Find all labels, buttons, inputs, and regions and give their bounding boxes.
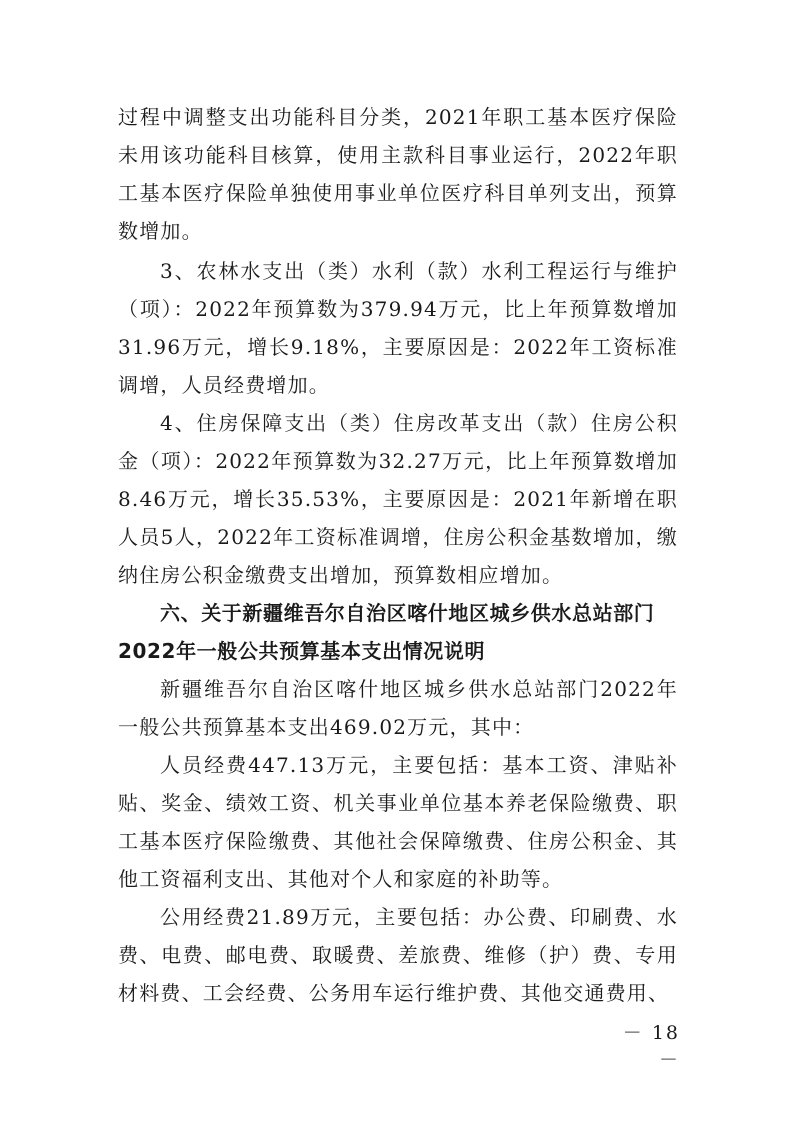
page-number: － 18 － xyxy=(622,1022,680,1071)
paragraph-item-3: 3、农林水支出（类）水利（款）水利工程运行与维护（项）：2022年预算数为379.94万元，比上年预算数增加31.96万元，增长9.18%，主要原因是：2022年工资标准调增，人员经费增加。 xyxy=(118,259,678,397)
section-heading: 六、关于新疆维吾尔自治区喀什地区城乡供水总站部门2022年一般公共预算基本支出情况说明 xyxy=(118,601,655,663)
paragraph-public-expenses: 公用经费21.89万元，主要包括：办公费、印刷费、水费、电费、邮电费、取暖费、差旅费、维修（护）费、专用材料费、工会经费、公务用车运行维护费、其他交通费用、 xyxy=(118,905,678,1005)
paragraph-item-4: 4、住房保障支出（类）住房改革支出（款）住房公积金（项）：2022年预算数为32.27万元，比上年预算数增加8.46万元，增长35.53%，主要原因是：2021年新增在职人员5人，2022年工资标准调增，住房公积金基数增加，缴纳住房公积金缴费支出增加，预算数相应增加。 xyxy=(118,411,678,587)
paragraph-personnel-expenses: 人员经费447.13万元，主要包括：基本工资、津贴补贴、奖金、绩效工资、机关事业单位基本养老保险缴费、职工基本医疗保险缴费、其他社会保障缴费、住房公积金、其他工资福利支出、其他对个人和家庭的补助等。 xyxy=(118,753,678,891)
paragraph-continuation: 过程中调整支出功能科目分类，2021年职工基本医疗保险未用该功能科目核算，使用主款科目事业运行，2022年职工基本医疗保险单独使用事业单位医疗科目单列支出，预算数增加。 xyxy=(118,105,678,243)
paragraph-summary: 新疆维吾尔自治区喀什地区城乡供水总站部门2022年一般公共预算基本支出469.02万元，其中： xyxy=(118,677,678,739)
